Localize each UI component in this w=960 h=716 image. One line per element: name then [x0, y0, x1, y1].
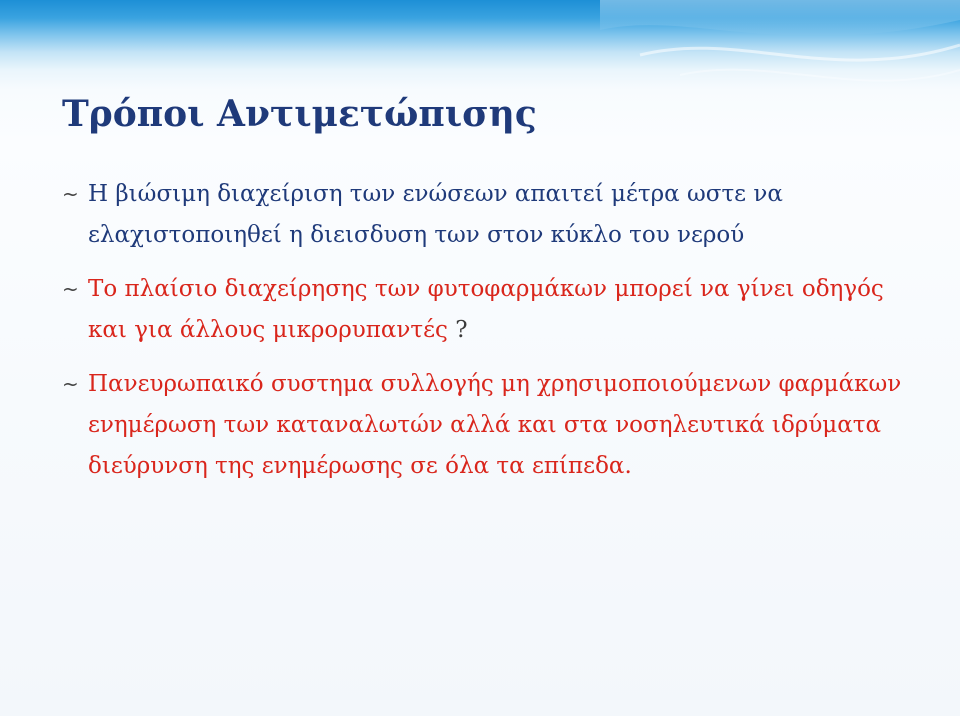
bullet-text-main: Η βιώσιμη διαχείριση των ενώσεων απαιτεί μέτρα ωστε να ελαχιστοποιηθεί η διεισδυση των στον κύκλο του νερού: [88, 181, 783, 248]
bullet-text: [88, 364, 922, 487]
bullet-text-main: Το πλαίσιο διαχείρησης των φυτοφαρμάκων μπορεί να γίνει οδηγός και για άλλους μικρορυπαντές: [88, 276, 884, 343]
bullet-item: [62, 364, 922, 487]
bullet-text-main: Πανευρωπαικό συστημα συλλογής μη χρησιμοποιούμενων φαρμάκων ενημέρωση των καταναλωτών αλλά και στα νοσηλευτικά ιδρύματα διεύρυνση της ενημέρωσης σε όλα τα επίπεδα.: [88, 371, 902, 479]
tilde-bullet-icon: ~: [62, 182, 79, 206]
bullet-item: [62, 174, 922, 256]
tilde-bullet-icon: ~: [62, 372, 79, 396]
slide-title: Τρόποι Αντιμετώπισης: [62, 93, 537, 135]
bullet-list: [62, 174, 922, 500]
tilde-bullet-icon: ~: [62, 277, 79, 301]
bullet-text-question-mark: ?: [447, 317, 468, 343]
bullet-item: [62, 269, 922, 351]
bullet-text: [88, 174, 922, 256]
bullet-text: [88, 269, 922, 351]
decorative-wave-graphic: [600, 0, 960, 110]
